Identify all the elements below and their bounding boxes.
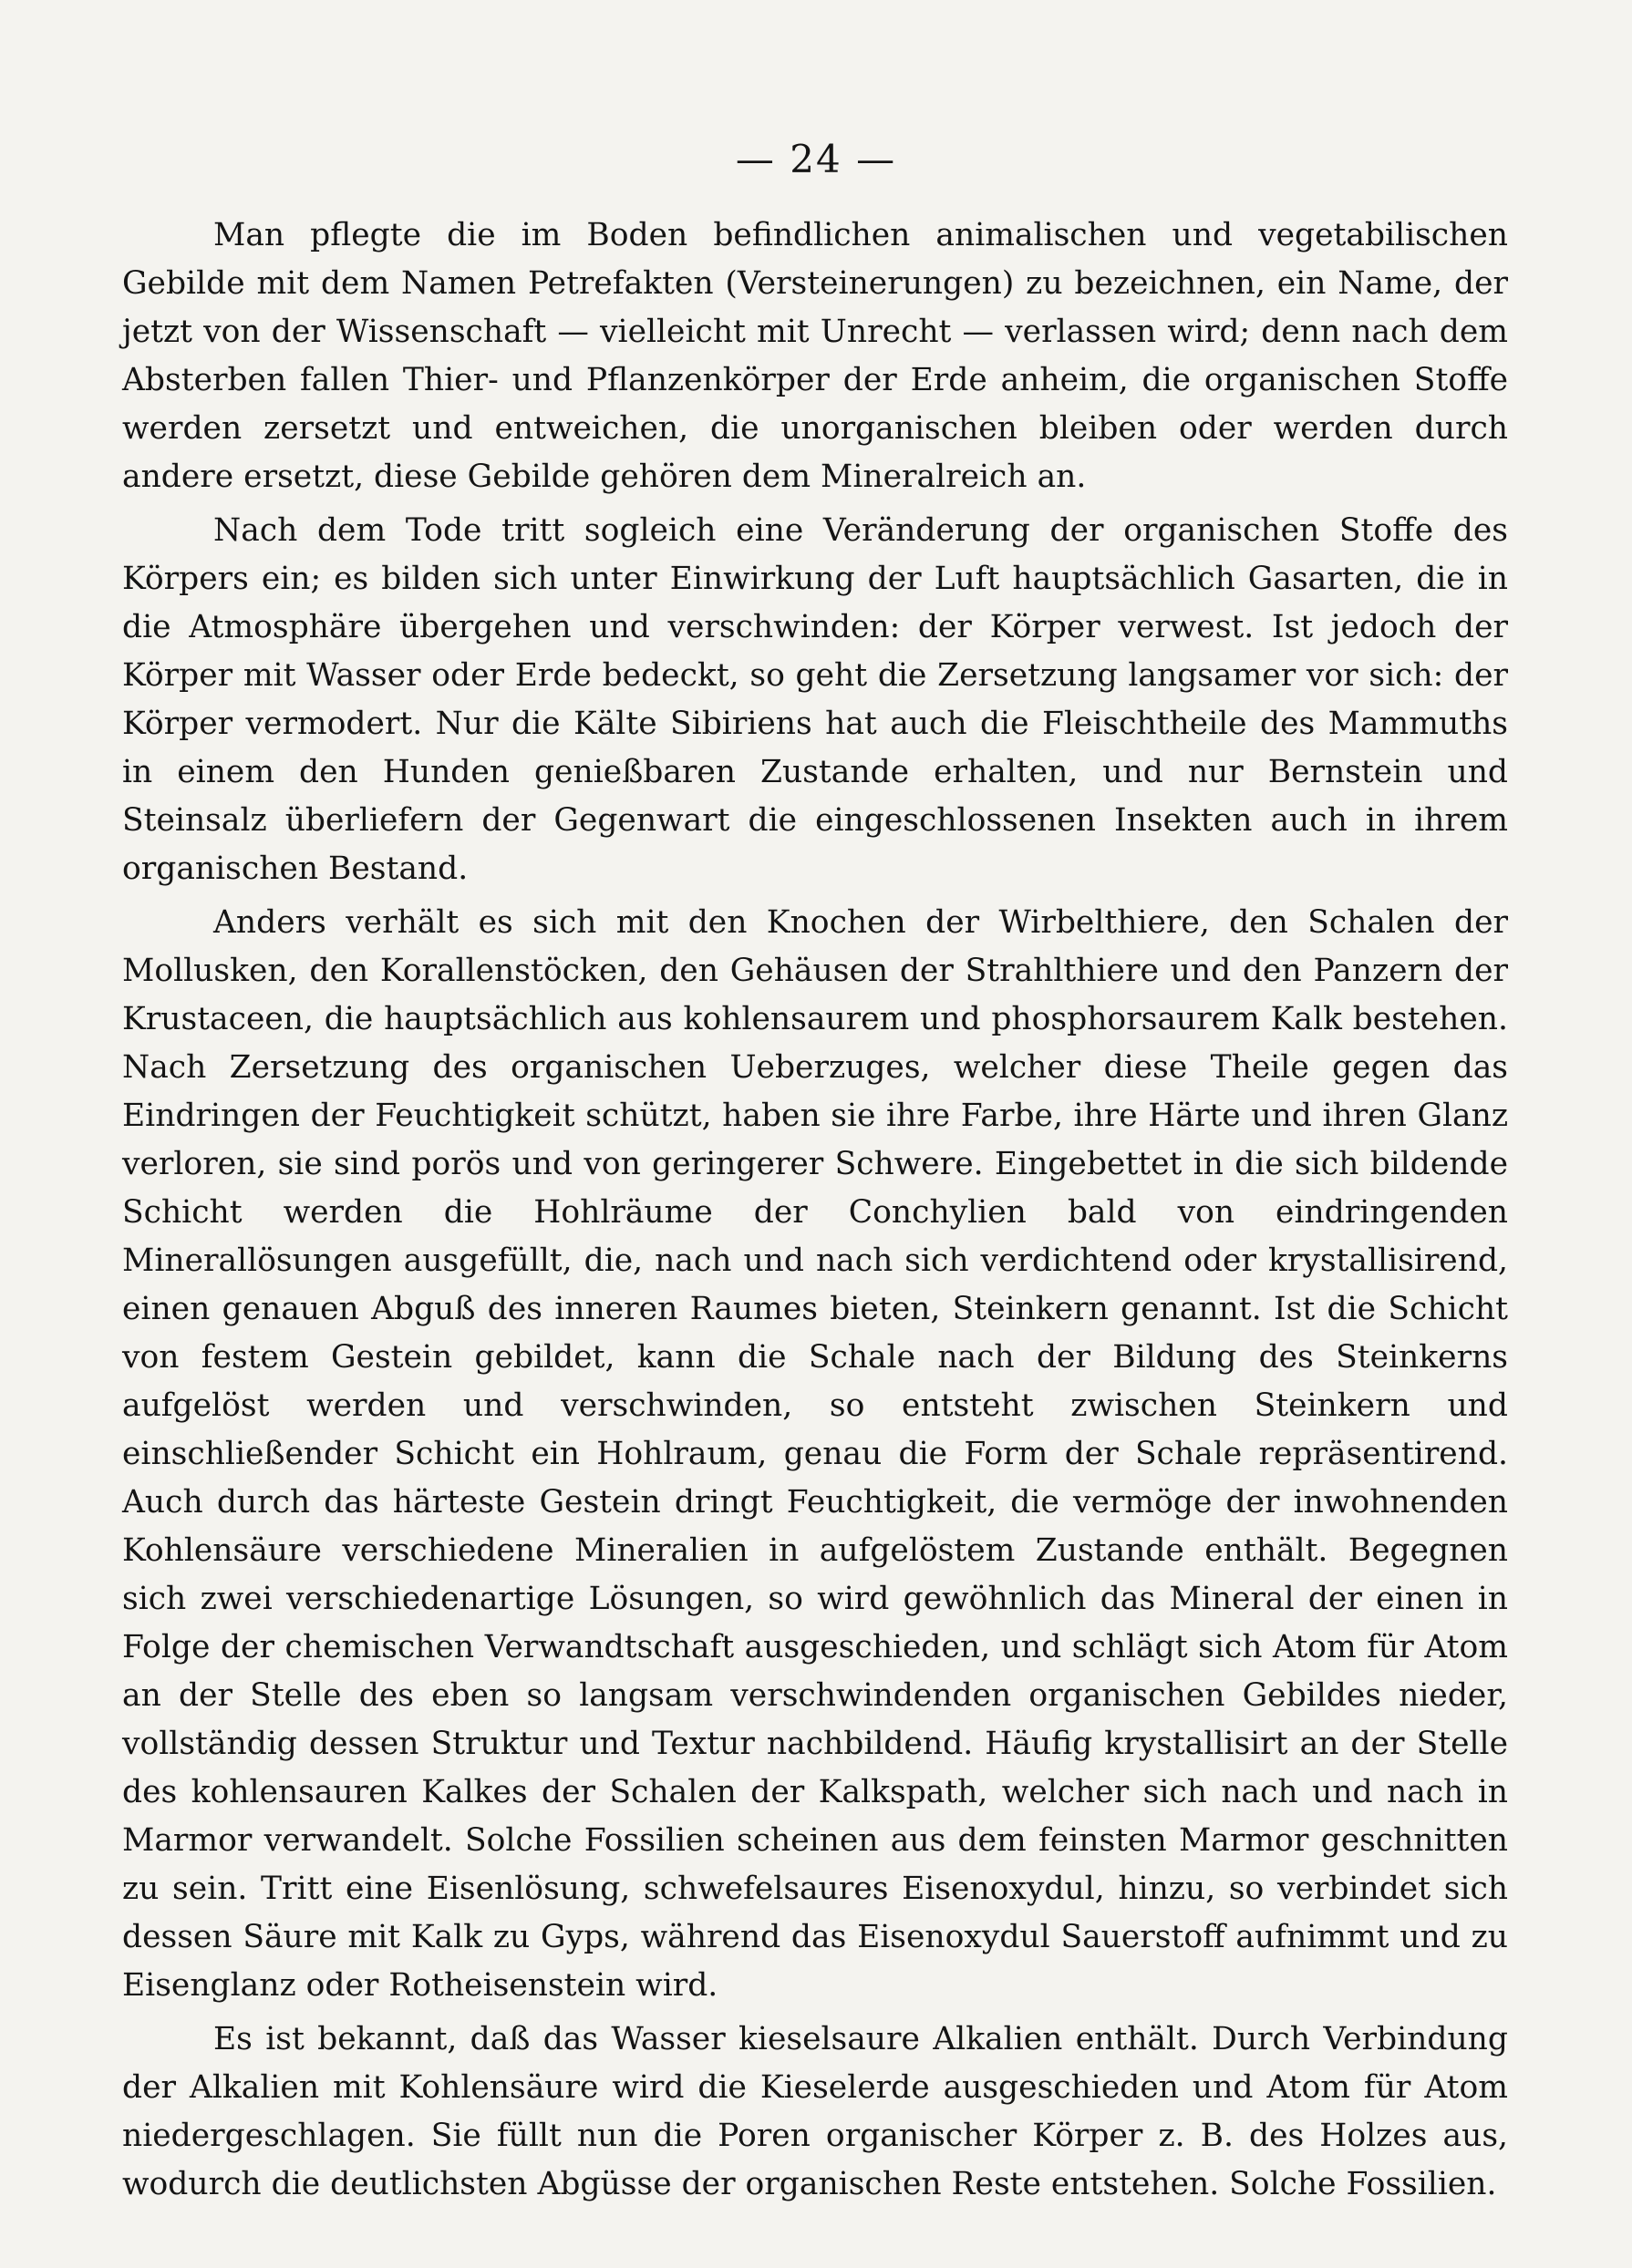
paragraph-decomposition: Nach dem Tode tritt sogleich eine Veränderung der organischen Stoffe des Körpers ein; es bilden sich unter Einwirkung der Luft hauptsächlich Gasarten, die in die Atmosphäre übergehen und verschwinden: der Körper verwest. Ist jedoch der Körper mit Wasser oder Erde bedeckt, so geht die Zersetzung langsamer vor sich: der Körper vermodert. Nur die Kälte Sibiriens hat auch die Fleischtheile des Mammuths in einem den Hunden genießbaren Zustande erhalten, und nur Bernstein und Steinsalz überliefern der Gegenwart die eingeschlossenen Insekten auch in ihrem organischen Bestand. [122, 512, 1508, 887]
body-text [122, 211, 1508, 2209]
paragraph-petrefakten: Man pflegte die im Boden befindlichen animalischen und vegetabilischen Gebilde mit dem Namen Petrefakten (Versteinerungen) zu bezeichnen, ein Name, der jetzt von der Wissenschaft — vielleicht mit Unrecht — verlassen wird; denn nach dem Absterben fallen Thier- und Pflanzenkörper der Erde anheim, die organischen Stoffe werden zersetzt und entweichen, die unorganischen bleiben oder werden durch andere ersetzt, diese Gebilde gehören dem Mineralreich an. [122, 217, 1508, 495]
paragraph-mineralization: Anders verhält es sich mit den Knochen der Wirbelthiere, den Schalen der Mollusken, den Korallenstöcken, den Gehäusen der Strahlthiere und den Panzern der Krustaceen, die hauptsächlich aus kohlensaurem und phosphorsaurem Kalk bestehen. Nach Zersetzung des organischen Ueberzuges, welcher diese Theile gegen das Eindringen der Feuchtigkeit schützt, haben sie ihre Farbe, ihre Härte und ihren Glanz verloren, sie sind porös und von geringerer Schwere. Eingebettet in die sich bildende Schicht werden die Hohlräume der Conchylien bald von eindringenden Minerallösungen ausgefüllt, die, nach und nach sich verdichtend oder krystallisirend, einen genauen Abguß des inneren Raumes bieten, Steinkern genannt. Ist die Schicht von festem Gestein gebildet, kann die Schale nach der Bildung des Steinkerns aufgelöst werden und verschwinden, so entsteht zwischen Steinkern und einschließender Schicht ein Hohlraum, genau die Form der Schale repräsentirend. Auch durch das härteste Gestein dringt Feuchtigkeit, die vermöge der inwohnenden Kohlensäure verschiedene Mineralien in aufgelöstem Zustande enthält. Begegnen sich zwei verschiedenartige Lösungen, so wird gewöhnlich das Mineral der einen in Folge der chemischen Verwandtschaft ausgeschieden, und schlägt sich Atom für Atom an der Stelle des eben so langsam verschwindenden organischen Gebildes nieder, vollständig dessen Struktur und Textur nachbildend. Häufig krystallisirt an der Stelle des kohlensauren Kalkes der Schalen der Kalkspath, welcher sich nach und nach in Marmor verwandelt. Solche Fossilien scheinen aus dem feinsten Marmor geschnitten zu sein. Tritt eine Eisenlösung, schwefelsaures Eisenoxydul, hinzu, so verbindet sich dessen Säure mit Kalk zu Gyps, während das Eisenoxydul Sauerstoff aufnimmt und zu Eisenglanz oder Rotheisenstein wird. [122, 904, 1508, 2004]
page-number: — 24 — [735, 137, 897, 181]
paragraph-silicification: Es ist bekannt, daß das Wasser kieselsaure Alkalien enthält. Durch Verbindung der Alkalien mit Kohlensäure wird die Kieselerde ausgeschieden und Atom für Atom niedergeschlagen. Sie füllt nun die Poren organischer Körper z. B. des Holzes aus, wodurch die deutlichsten Abgüsse der organischen Reste entstehen. Solche Fossilien. [122, 2021, 1508, 2202]
